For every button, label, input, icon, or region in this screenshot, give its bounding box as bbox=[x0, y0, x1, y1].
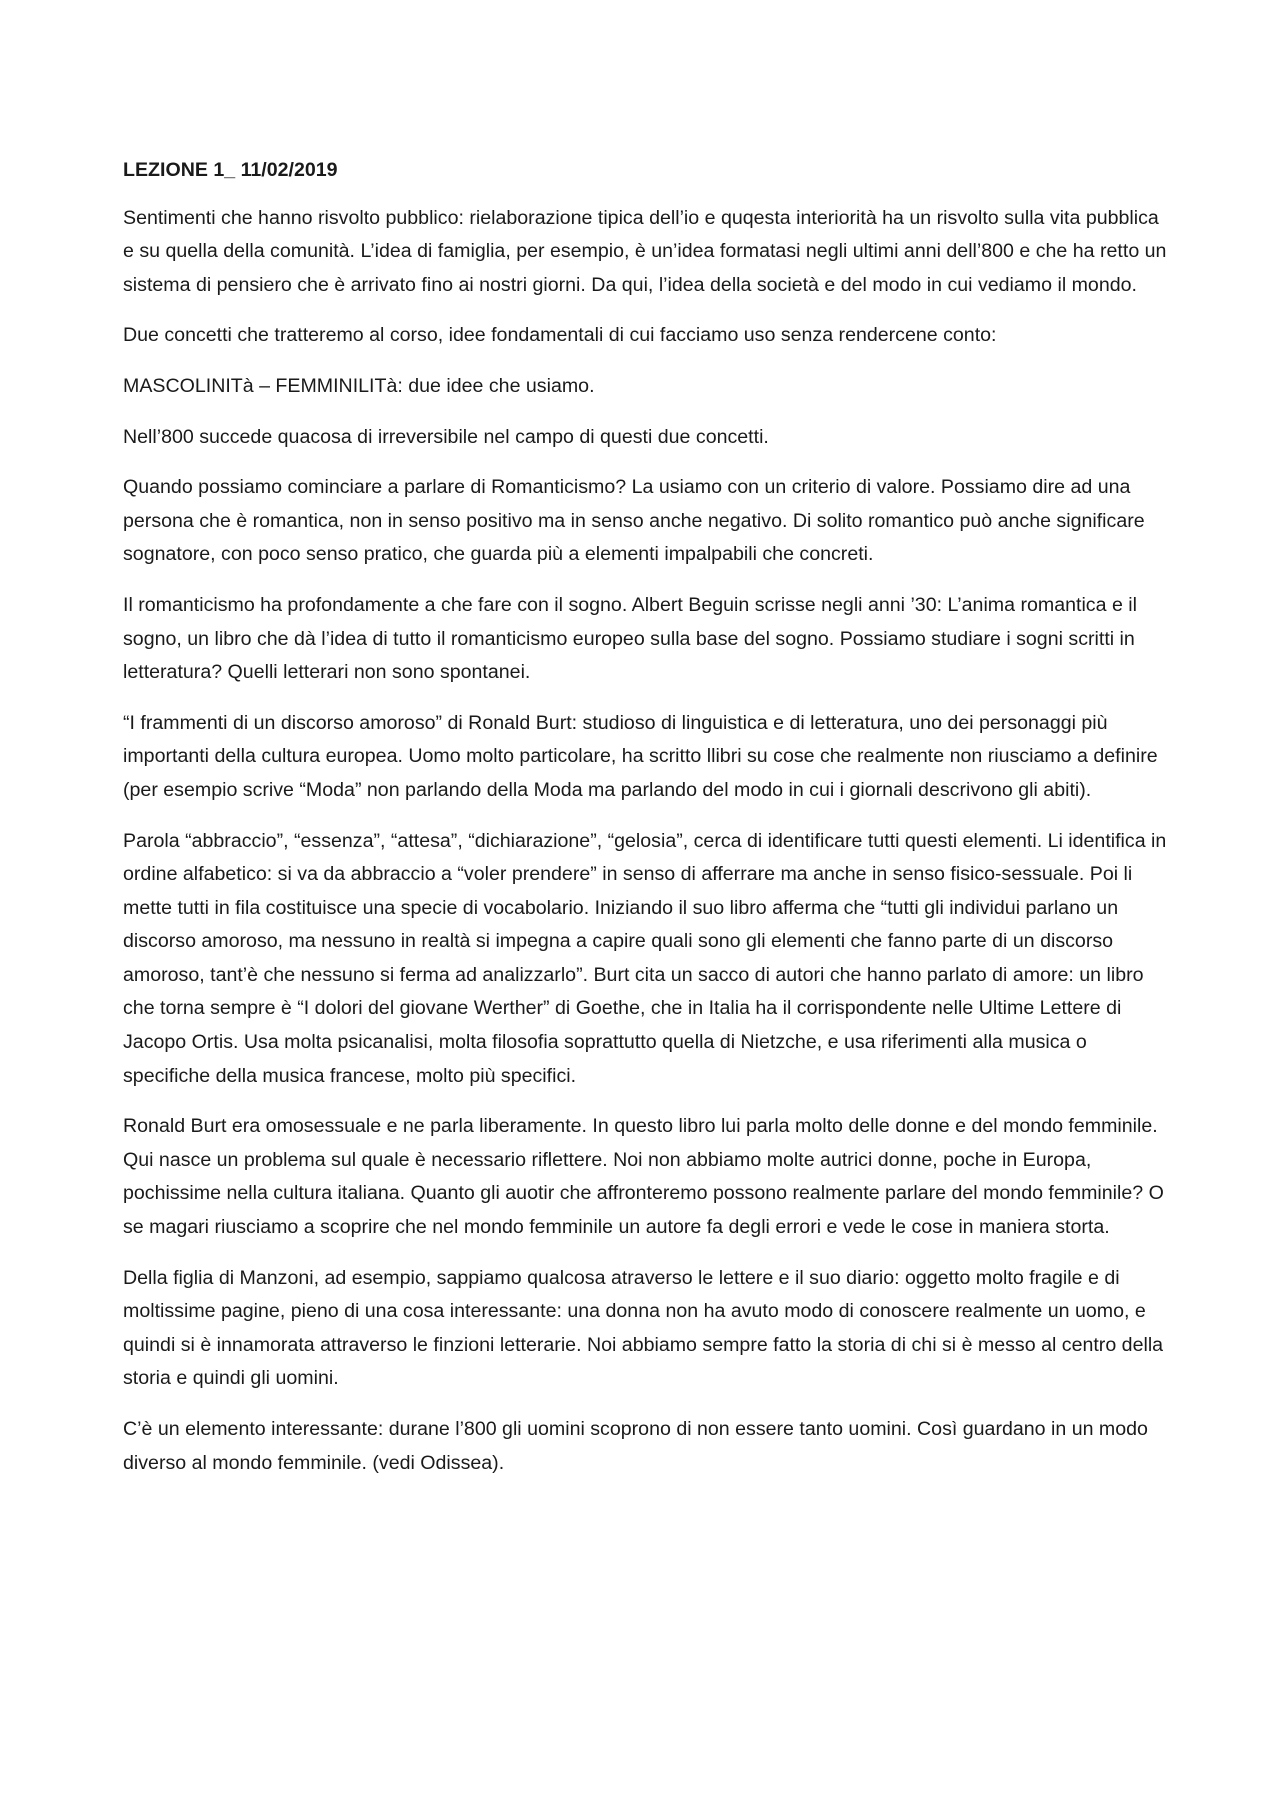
paragraph-10: Della figlia di Manzoni, ad esempio, sappiamo qualcosa atraverso le lettere e il suo diario: oggetto molto fragile e di moltissime pagine, pieno di una cosa interessante: una donna non ha avuto modo di conoscere realmente un uomo, e quindi si è innamorata attraverso le finzioni letterarie. Noi abbiamo sempre fatto la storia di chi si è messo al centro della storia e quindi gli uomini. bbox=[123, 1266, 1164, 1390]
paragraph-4: Nell’800 succede quacosa di irreversibile nel campo di questi due concetti. bbox=[123, 425, 769, 448]
paragraph-1: Sentimenti che hanno risvolto pubblico: rielaborazione tipica dell’io e quqesta interiorità ha un risvolto sulla vita pubblica e su quella della comunità. L’idea di famiglia, per esempio, è un’idea formatasi negli ultimi anni dell’800 e che ha retto un sistema di pensiero che è arrivato fino ai nostri giorni. Da qui, l’idea della società e del modo in cui vediamo il mondo. bbox=[123, 206, 1167, 296]
paragraph-9: Ronald Burt era omosessuale e ne parla liberamente. In questo libro lui parla molto delle donne e del mondo femminile. Qui nasce un problema sul quale è necessario riflettere. Noi non abbiamo molte autrici donne, poche in Europa, pochissime nella cultura italiana. Quanto gli auotir che affronteremo possono realmente parlare del mondo femminile? O se magari riusciamo a scoprire che nel mondo femminile un autore fa degli errori e vede le cose in maniera storta. bbox=[123, 1115, 1164, 1239]
lesson-title: LEZIONE 1_ 11/02/2019 bbox=[123, 159, 338, 181]
paragraph-3: MASCOLINITà – FEMMINILITà: due idee che usiamo. bbox=[123, 374, 595, 397]
paragraph-8: Parola “abbraccio”, “essenza”, “attesa”, “dichiarazione”, “gelosia”, cerca di identificare tutti questi elementi. Li identifica in ordine alfabetico: si va da abbraccio a “voler prendere” in senso di afferrare ma anche in senso fisico-sessuale. Poi li mette tutti in fila costituisce una specie di vocabolario. Iniziando il suo libro afferma che “tutti gli individui parlano un discorso amoroso, ma nessuno in realtà si impegna a capire quali sono gli elementi che fanno parte di un discorso amoroso, tant’è che nessuno si ferma ad analizzarlo”. Burt cita un sacco di autori che hanno parlato di amore: un libro che torna sempre è “I dolori del giovane Werther” di Goethe, che in Italia ha il corrispondente nelle Ultime Lettere di Jacopo Ortis. Usa molta psicanalisi, molta filosofia soprattutto quella di Nietzche, e usa riferimenti alla musica o specifiche della musica francese, molto più specifici. bbox=[123, 829, 1167, 1087]
paragraph-6: Il romanticismo ha profondamente a che fare con il sogno. Albert Beguin scrisse negli anni ’30: L’anima romantica e il sogno, un libro che dà l’idea di tutto il romanticismo europeo sulla base del sogno. Possiamo studiare i sogni scritti in letteratura? Quelli letterari non sono spontanei. bbox=[123, 593, 1137, 684]
document-body bbox=[123, 154, 1168, 1497]
paragraph-11: C’è un elemento interessante: durane l’800 gli uomini scoprono di non essere tanto uomini. Così guardano in un modo diverso al mondo femminile. (vedi Odissea). bbox=[123, 1418, 1148, 1474]
paragraph-5: Quando possiamo cominciare a parlare di Romanticismo? La usiamo con un criterio di valore. Possiamo dire ad una persona che è romantica, non in senso positivo ma in senso anche negativo. Di solito romantico può anche significare sognatore, con poco senso pratico, che guarda più a elementi impalpabili che concreti. bbox=[123, 476, 1145, 566]
paragraph-7: “I frammenti di un discorso amoroso” di Ronald Burt: studioso di linguistica e di letteratura, uno dei personaggi più importanti della cultura europea. Uomo molto particolare, ha scritto llibri su cose che realmente non riusciamo a definire (per esempio scrive “Moda” non parlando della Moda ma parlando del modo in cui i giornali descrivono gli abiti). bbox=[123, 711, 1158, 801]
paragraph-2: Due concetti che tratteremo al corso, idee fondamentali di cui facciamo uso senza rendercene conto: bbox=[123, 324, 997, 347]
